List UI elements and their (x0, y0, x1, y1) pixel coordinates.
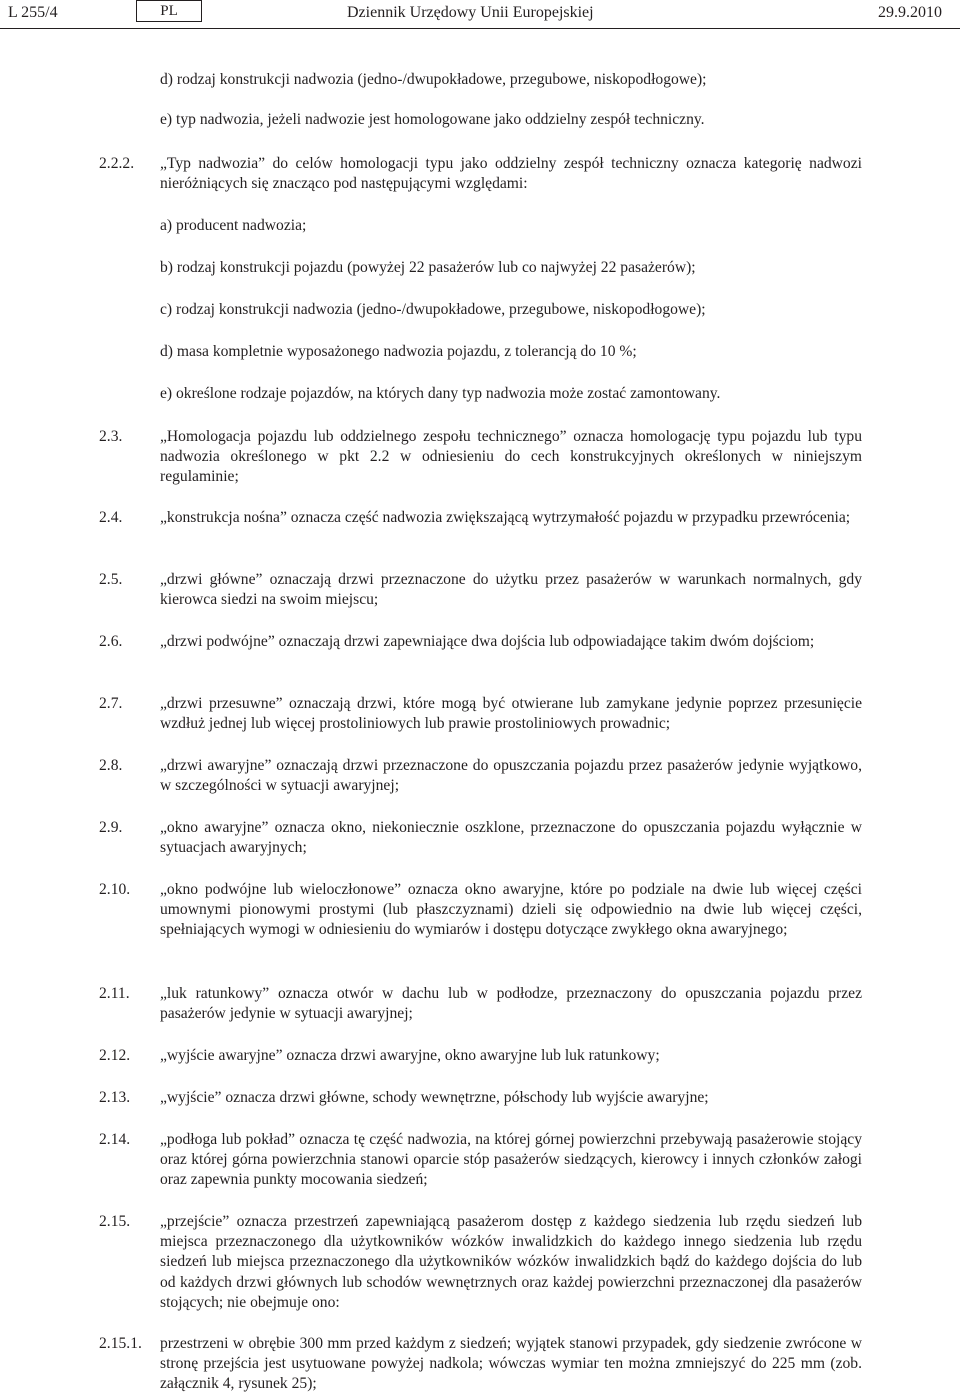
language-box: PL (136, 0, 202, 22)
definition-text: „wyjście awaryjne” oznacza drzwi awaryjne, okno awaryjne lub luk ratunkowy; (160, 1047, 660, 1064)
definition-number: 2.13. (99, 1089, 131, 1106)
sub-item-e: e) określone rodzaje pojazdów, na których dany typ nadwozia może zostać zamontowany. (160, 385, 721, 402)
definition-number: 2.7. (99, 695, 123, 712)
page-header (0, 0, 960, 34)
definition-text: „okno podwójne lub wieloczłonowe” oznacza okno awaryjne, które po podziale na dwie lub więcej części umownymi pionowymi prostymi (lub płaszczyznami) dzieli się odpowiednio na dwie lub więcej części, spełniających wymogi w odniesieniu do wymiarów i dostępu dotyczące zwykłego okna awaryjnego; (160, 881, 862, 939)
definition-number: 2.12. (99, 1047, 131, 1064)
definition-number: 2.11. (99, 985, 130, 1002)
top-item-d: d) rodzaj konstrukcji nadwozia (jedno-/dwupokładowe, przegubowe, niskopodłogowe); (160, 71, 707, 88)
definition-number: 2.14. (99, 1131, 131, 1148)
definition-number: 2.6. (99, 633, 123, 650)
journal-title: Dziennik Urzędowy Unii Europejskiej (347, 4, 594, 21)
definition-text: „drzwi główne” oznaczają drzwi przeznaczone do użytku przez pasażerów w warunkach normalnych, gdy kierowca siedzi na swoim miejscu; (160, 571, 862, 609)
definition-text: „przejście” oznacza przestrzeń zapewniającą pasażerom dostęp z każdego siedzenia lub rzędu siedzeń lub miejsca przeznaczonego dla użytkowników wózków inwalidzkich do każdego innego siedzenia lub rzędu siedzeń lub miejsca przeznaczonego dla użytkowników wózków inwalidzkich bądź do każdego dojścia do lub od każdych drzwi głównych lub schodów wewnętrznych oraz każdej powierzchni przeznaczonej dla pasażerów stojących; nie obejmuje ono: (160, 1213, 862, 1311)
header-rule (0, 28, 960, 29)
definition-number: 2.10. (99, 881, 131, 898)
definition-number: 2.15. (99, 1213, 131, 1230)
definition-number: 2.8. (99, 757, 123, 774)
definition-text: „drzwi podwójne” oznaczają drzwi zapewniające dwa dojścia lub odpowiadające takim dwóm dojściom; (160, 633, 815, 650)
definition-text: „konstrukcja nośna” oznacza część nadwozia zwiększającą wytrzymałość pojazdu w przypadku przewrócenia; (160, 509, 851, 526)
sub-item-a: a) producent nadwozia; (160, 217, 307, 234)
definition-text: „wyjście” oznacza drzwi główne, schody wewnętrzne, półschody lub wyjście awaryjne; (160, 1089, 709, 1106)
top-item-e: e) typ nadwozia, jeżeli nadwozie jest homologowane jako oddzielny zespół techniczny. (160, 111, 705, 128)
section-text: „Typ nadwozia” do celów homologacji typu jako oddzielny zespół techniczny oznacza kategorię nadwozi nieróżniących się znacząco pod następującymi względami: (160, 155, 862, 193)
section-number: 2.2.2. (99, 155, 135, 172)
definition-number: 2.3. (99, 428, 123, 445)
sub-item-c: c) rodzaj konstrukcji nadwozia (jedno-/dwupokładowe, przegubowe, niskopodłogowe); (160, 301, 706, 318)
definition-text: „podłoga lub pokład” oznacza tę część nadwozia, na której górnej powierzchni przebywają pasażerowie stojący oraz której górna powierzchnia stanowi oparcie stóp pasażerów siedzących, kierowcy i innych członków załogi oraz zapewnia punkty mocowania siedzeń; (160, 1131, 862, 1189)
sub-item-d: d) masa kompletnie wyposażonego nadwozia pojazdu, z tolerancją do 10 %; (160, 343, 637, 360)
definition-number: 2.9. (99, 819, 123, 836)
definition-number: 2.5. (99, 571, 123, 588)
definition-text: „okno awaryjne” oznacza okno, niekoniecznie oszklone, przeznaczone do opuszczania pojazdu wyłącznie w sytuacjach awaryjnych; (160, 819, 862, 857)
definition-number: 2.4. (99, 509, 123, 526)
page-reference: L 255/4 (8, 4, 58, 21)
publication-date: 29.9.2010 (878, 4, 942, 21)
definition-text: „drzwi awaryjne” oznaczają drzwi przeznaczone do opuszczania pojazdu przez pasażerów jedynie wyjątkowo, w szczególności w sytuacji awaryjnej; (160, 757, 862, 795)
definition-text: przestrzeni w obrębie 300 mm przed każdym z siedzeń; wyjątek stanowi przypadek, gdy siedzenie zwrócone w stronę przejścia jest usytuowane powyżej nadkola; wówczas wymiar ten można zmniejszyć do 225 mm (zob. załącznik 4, rysunek 25); (160, 1335, 862, 1393)
definition-text: „Homologacja pojazdu lub oddzielnego zespołu technicznego” oznacza homologację typu pojazdu lub typu nadwozia określonego w pkt 2.2 w odniesieniu do cech konstrukcyjnych określonych w niniejszym regulaminie; (160, 428, 862, 486)
definition-text: „luk ratunkowy” oznacza otwór w dachu lub w podłodze, przeznaczony do opuszczania pojazdu przez pasażerów jedynie w sytuacji awaryjnej; (160, 985, 862, 1023)
sub-item-b: b) rodzaj konstrukcji pojazdu (powyżej 22 pasażerów lub co najwyżej 22 pasażerów); (160, 259, 696, 276)
definition-text: „drzwi przesuwne” oznaczają drzwi, które mogą być otwierane lub zamykane jedynie poprzez przesunięcie wzdłuż jednej lub więcej prostoliniowych lub prawie prostoliniowych prowadnic; (160, 695, 862, 733)
definition-number: 2.15.1. (99, 1335, 142, 1352)
